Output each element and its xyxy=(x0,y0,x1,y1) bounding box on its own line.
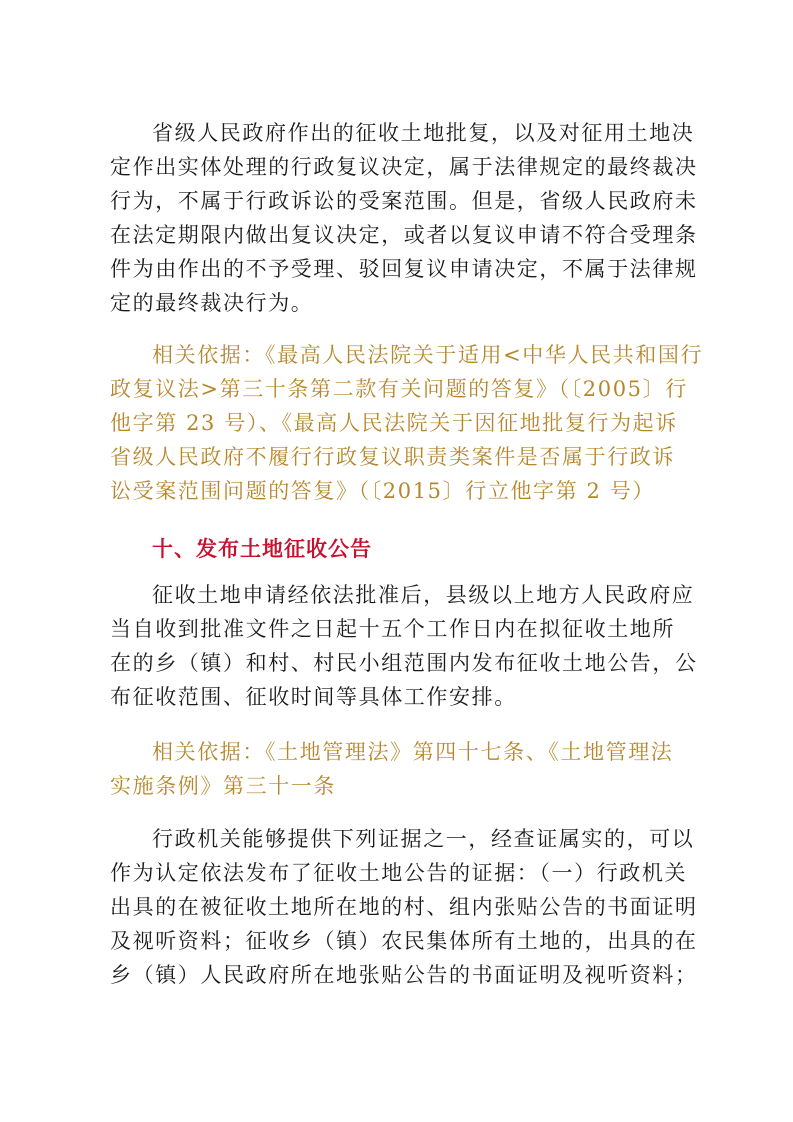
section-heading-block xyxy=(110,532,690,566)
reference-paragraph-2 xyxy=(110,735,690,803)
text-line: 乡（镇）人民政府所在地张贴公告的书面证明及视听资料； xyxy=(110,963,698,987)
text-line: 定的最终裁决行为。 xyxy=(110,291,314,315)
reference-line: 相关依据：《最高人民法院关于适用<中华人民共和国行 xyxy=(152,343,704,367)
text-line: 征收土地申请经依法批准后，县级以上地方人民政府应 xyxy=(152,583,695,607)
reference-paragraph-1 xyxy=(110,338,704,508)
text-line: 定作出实体处理的行政复议决定，属于法律规定的最终裁决 xyxy=(110,155,698,179)
reference-line: 政复议法>第三十条第二款有关问题的答复》（〔2005〕行 xyxy=(110,377,688,401)
text-line: 布征收范围、征收时间等具体工作安排。 xyxy=(110,685,517,709)
reference-line: 讼受案范围问题的答复》（〔2015〕行立他字第 2 号） xyxy=(110,479,655,503)
paragraph-publish-announcement xyxy=(110,578,698,714)
text-line: 行政机关能够提供下列证据之一，经查证属实的，可以 xyxy=(152,827,695,851)
text-line: 在法定期限内做出复议决定，或者以复议申请不符合受理条 xyxy=(110,223,698,247)
paragraph-land-acquisition-approval xyxy=(110,116,698,320)
reference-line: 相关依据：《土地管理法》第四十七条、《土地管理法 xyxy=(152,740,674,764)
reference-line: 他字第 23 号）、《最高人民法院关于因征地批复行为起诉 xyxy=(110,411,678,435)
text-line: 在的乡（镇）和村、村民小组范围内发布征收土地公告，公 xyxy=(110,651,698,675)
text-line: 省级人民政府作出的征收土地批复，以及对征用土地决 xyxy=(152,121,695,145)
reference-line: 省级人民政府不履行行政复议职责类案件是否属于行政诉 xyxy=(110,445,675,469)
text-line: 当自收到批准文件之日起十五个工作日内在拟征收土地所 xyxy=(110,617,675,641)
text-line: 作为认定依法发布了征收土地公告的证据：（一）行政机关 xyxy=(110,861,688,885)
text-line: 及视听资料；征收乡（镇）农民集体所有土地的，出具的在 xyxy=(110,929,698,953)
text-line: 件为由作出的不予受理、驳回复议申请决定，不属于法律规 xyxy=(110,257,698,281)
section-heading: 十、发布土地征收公告 xyxy=(152,537,372,561)
text-line: 行为，不属于行政诉讼的受案范围。但是，省级人民政府未 xyxy=(110,189,698,213)
text-line: 出具的在被征收土地所在地的村、组内张贴公告的书面证明 xyxy=(110,895,698,919)
paragraph-evidence xyxy=(110,822,698,992)
reference-line: 实施条例》第三十一条 xyxy=(110,774,336,798)
